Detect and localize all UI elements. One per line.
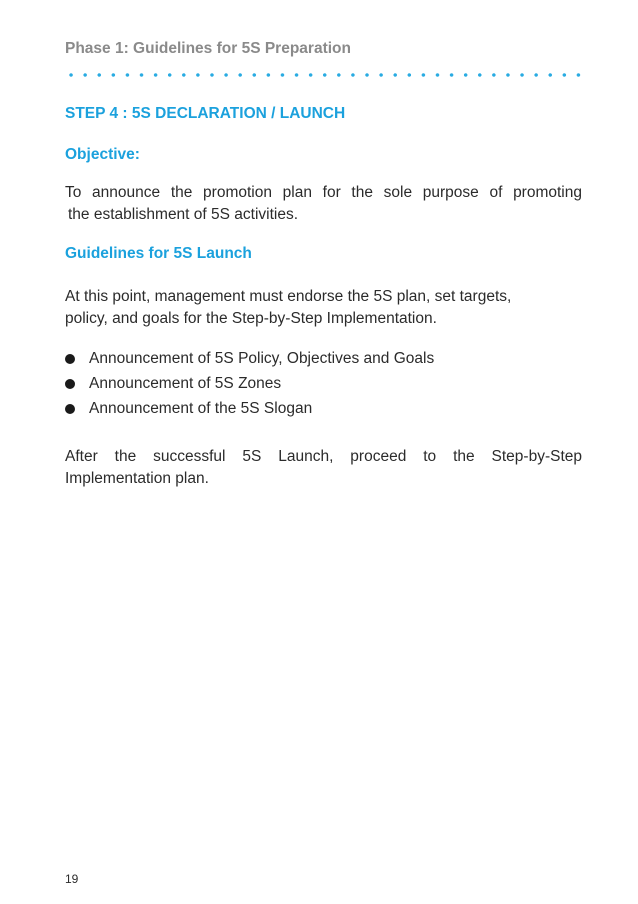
closing-line-1: After the successful 5S Launch, proceed to the Step-by-Step [65, 448, 582, 465]
list-item [65, 348, 434, 373]
objective-line-1: To announce the promotion plan for the sole purpose of promoting [65, 184, 582, 201]
bullet-dot-icon [65, 379, 75, 389]
page-number: 19 [65, 872, 79, 886]
guidelines-line-2: policy, and goals for the Step-by-Step Implementation. [65, 310, 437, 327]
closing-paragraph [65, 446, 582, 490]
list-item [65, 398, 434, 423]
guidelines-heading: Guidelines for 5S Launch [65, 245, 252, 262]
guidelines-line-1: At this point, management must endorse the 5S plan, set targets, [65, 288, 512, 305]
phase-title: Phase 1: Guidelines for 5S Preparation [65, 40, 351, 57]
objective-heading: Objective: [65, 146, 140, 163]
guidelines-paragraph [65, 286, 582, 330]
bullet-dot-icon [65, 354, 75, 364]
list-item [65, 373, 434, 398]
objective-paragraph [65, 182, 582, 226]
announcement-list [65, 348, 434, 423]
list-item-text: Announcement of 5S Zones [89, 375, 282, 392]
objective-line-2: the establishment of 5S activities. [68, 206, 299, 223]
closing-line-2: Implementation plan. [65, 470, 209, 487]
step-heading: STEP 4 : 5S DECLARATION / LAUNCH [65, 105, 346, 122]
list-item-text: Announcement of the 5S Slogan [89, 400, 313, 417]
dotted-divider [64, 72, 586, 78]
list-item-text: Announcement of 5S Policy, Objectives and Goals [89, 350, 435, 367]
bullet-dot-icon [65, 404, 75, 414]
